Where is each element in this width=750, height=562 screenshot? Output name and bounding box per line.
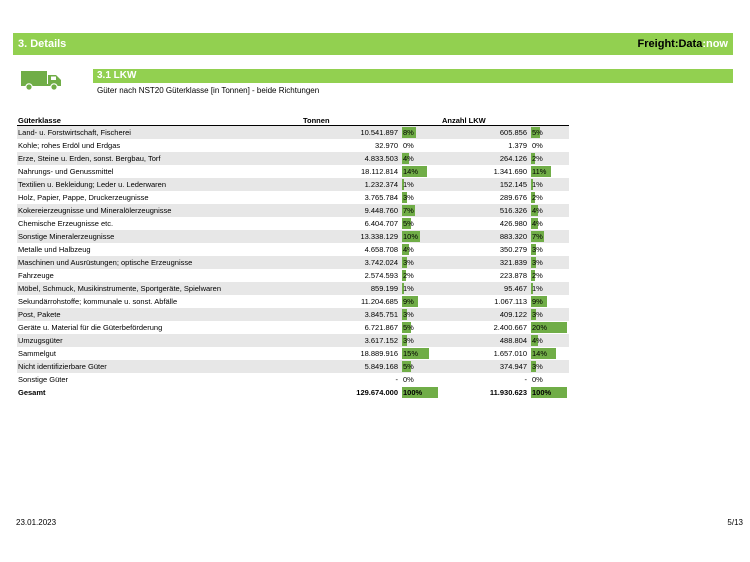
cell-gueterklasse: Gesamt <box>18 388 46 397</box>
share-label: 3% <box>532 258 543 267</box>
share-label: 4% <box>403 245 414 254</box>
cell-gueterklasse: Erze, Steine u. Erden, sonst. Bergbau, Torf <box>17 152 303 165</box>
cell-tonnen: 3.845.751 <box>303 308 402 321</box>
cell-gueterklasse: Nicht identifizierbare Güter <box>17 360 303 373</box>
cell-anzahl-lkw: 223.878 <box>499 271 527 280</box>
cell-tonnen-share <box>402 321 442 334</box>
table-row <box>17 295 569 308</box>
section-header-bar <box>13 33 733 55</box>
share-label: 2% <box>532 193 543 202</box>
share-label: 3% <box>403 258 414 267</box>
cell-anzahl-lkw: 1.379 <box>508 141 527 150</box>
table-row <box>17 334 569 347</box>
share-label: 5% <box>532 128 543 137</box>
cell-gueterklasse: Kohle; rohes Erdöl und Erdgas <box>18 141 121 150</box>
cell-anzahl-share <box>531 386 569 399</box>
cell-gueterklasse: Holz, Papier, Pappe, Druckerzeugnisse <box>18 193 149 202</box>
cell-gueterklasse: Land- u. Forstwirtschaft, Fischerei <box>17 126 303 140</box>
column-header-anzahl-share <box>531 112 569 126</box>
cell-tonnen: 1.232.374 <box>303 178 402 191</box>
share-label: 4% <box>532 336 543 345</box>
share-label: 3% <box>532 245 543 254</box>
cell-tonnen: 13.338.129 <box>303 230 402 243</box>
column-header-gueterklasse: Güterklasse <box>17 112 303 126</box>
cell-tonnen: 3.617.152 <box>303 334 402 347</box>
cell-anzahl-lkw: 883.320 <box>442 230 531 243</box>
cell-anzahl-share <box>531 165 569 178</box>
cell-gueterklasse: Sekundärrohstoffe; kommunale u. sonst. Abfälle <box>18 297 178 306</box>
share-label: 7% <box>403 206 414 215</box>
cell-anzahl-lkw: 1.657.010 <box>493 349 527 358</box>
share-label: 5% <box>403 362 414 371</box>
cell-tonnen: 9.448.760 <box>303 204 402 217</box>
cell-tonnen-share <box>402 269 442 282</box>
cell-gueterklasse: Post, Pakete <box>17 308 303 321</box>
cell-gueterklasse: Sonstige Güter <box>18 375 69 384</box>
table-row <box>17 373 569 386</box>
brand-logo-part2: :now <box>702 38 728 50</box>
cell-anzahl-share <box>531 269 569 282</box>
share-label: 4% <box>532 206 543 215</box>
share-label: 20% <box>532 323 548 332</box>
table-row <box>17 217 569 230</box>
share-label: 3% <box>532 310 543 319</box>
share-label: 1% <box>403 284 414 293</box>
cell-tonnen-share <box>402 360 442 373</box>
table-row <box>17 126 569 140</box>
cell-tonnen-share <box>402 308 442 321</box>
cell-gueterklasse: Fahrzeuge <box>18 271 54 280</box>
cell-tonnen-share <box>402 204 442 217</box>
cell-anzahl-lkw: 374.947 <box>442 360 531 373</box>
table-row <box>17 204 569 217</box>
share-label: 100% <box>532 388 552 397</box>
cell-tonnen: 10.541.897 <box>303 126 402 140</box>
share-label: 14% <box>403 167 419 176</box>
share-label: 11% <box>532 167 547 176</box>
cell-tonnen: 4.658.708 <box>364 245 398 254</box>
cell-anzahl-share <box>531 360 569 373</box>
cell-tonnen-share <box>402 373 442 386</box>
share-label: 2% <box>532 154 543 163</box>
cell-gueterklasse: Kokereierzeugnisse und Mineralölerzeugnisse <box>17 204 303 217</box>
cell-tonnen: 4.833.503 <box>303 152 402 165</box>
cell-anzahl-share <box>531 204 569 217</box>
cell-tonnen-share <box>402 126 442 140</box>
cell-gueterklasse: Geräte u. Material für die Güterbeförderung <box>18 323 163 332</box>
share-label: 8% <box>403 128 414 137</box>
table-row <box>17 243 569 256</box>
cell-anzahl-share <box>531 217 569 230</box>
share-label: 10% <box>403 232 419 241</box>
share-label: 2% <box>403 271 414 280</box>
cell-tonnen-share <box>402 152 442 165</box>
cell-anzahl-share <box>531 334 569 347</box>
cell-anzahl-lkw: 2.400.667 <box>493 323 527 332</box>
cell-tonnen-share <box>402 386 442 399</box>
cell-tonnen-share <box>402 139 442 152</box>
cell-anzahl-lkw: 95.467 <box>442 282 531 295</box>
cell-tonnen: 18.889.916 <box>360 349 398 358</box>
cell-gueterklasse: Möbel, Schmuck, Musikinstrumente, Sportgeräte, Spielwaren <box>17 282 303 295</box>
goods-table <box>17 112 569 399</box>
cell-gueterklasse: Nahrungs- und Genussmittel <box>18 167 114 176</box>
cell-anzahl-share <box>531 308 569 321</box>
cell-gueterklasse: Sonstige Mineralerzeugnisse <box>17 230 303 243</box>
cell-anzahl-lkw: 152.145 <box>442 178 531 191</box>
table-row <box>17 165 569 178</box>
cell-anzahl-share <box>531 282 569 295</box>
table-row <box>17 347 569 360</box>
cell-tonnen-share <box>402 230 442 243</box>
share-label: 7% <box>532 232 543 241</box>
cell-tonnen-share <box>402 165 442 178</box>
share-label: 14% <box>532 349 548 358</box>
cell-tonnen: 129.674.000 <box>356 388 398 397</box>
share-label: 0% <box>403 375 414 384</box>
cell-tonnen-share <box>402 178 442 191</box>
table-row <box>17 269 569 282</box>
subsection-subtitle: Güter nach NST20 Güterklasse [in Tonnen] - beide Richtungen <box>97 86 320 95</box>
column-header-tonnen-share <box>402 112 442 126</box>
subsection-header-bar <box>93 69 733 83</box>
footer-date: 23.01.2023 <box>16 518 57 527</box>
share-label: 1% <box>403 180 414 189</box>
cell-tonnen: 859.199 <box>303 282 402 295</box>
cell-anzahl-share <box>531 321 569 334</box>
section-header-title: 3. Details <box>18 38 67 50</box>
table-row <box>17 321 569 334</box>
cell-anzahl-share <box>531 152 569 165</box>
cell-anzahl-share <box>531 178 569 191</box>
table-row <box>17 308 569 321</box>
column-header-anzahl-lkw: Anzahl LKW <box>442 112 531 126</box>
table-row <box>17 178 569 191</box>
cell-tonnen: 3.742.024 <box>303 256 402 269</box>
cell-gueterklasse: Umzugsgüter <box>17 334 303 347</box>
cell-tonnen-share <box>402 256 442 269</box>
share-label: 9% <box>403 297 414 306</box>
cell-anzahl-lkw: 289.676 <box>499 193 527 202</box>
cell-anzahl-lkw: - <box>524 375 527 384</box>
share-label: 2% <box>532 271 543 280</box>
cell-tonnen-share <box>402 243 442 256</box>
cell-gueterklasse: Sammelgut <box>18 349 56 358</box>
share-label: 3% <box>403 193 414 202</box>
cell-anzahl-share <box>531 295 569 308</box>
cell-anzahl-lkw: 488.804 <box>442 334 531 347</box>
share-label: 0% <box>532 375 543 384</box>
share-label: 5% <box>403 323 414 332</box>
cell-anzahl-share <box>531 191 569 204</box>
cell-anzahl-lkw: 321.839 <box>442 256 531 269</box>
column-header-tonnen: Tonnen <box>303 112 402 126</box>
table-total-row <box>17 386 569 399</box>
share-label: 3% <box>403 310 414 319</box>
cell-anzahl-share <box>531 243 569 256</box>
share-label: 100% <box>403 388 423 397</box>
share-label: 5% <box>403 219 414 228</box>
cell-tonnen: - <box>395 375 398 384</box>
cell-tonnen: 32.970 <box>375 141 398 150</box>
cell-tonnen: 18.112.814 <box>361 167 398 176</box>
cell-anzahl-share <box>531 126 569 140</box>
cell-tonnen: 6.404.707 <box>364 219 398 228</box>
truck-icon <box>21 69 63 91</box>
cell-tonnen: 11.204.685 <box>361 297 398 306</box>
cell-gueterklasse: Maschinen und Ausrüstungen; optische Erzeugnisse <box>17 256 303 269</box>
table-row <box>17 230 569 243</box>
table-row <box>17 256 569 269</box>
cell-gueterklasse: Metalle und Halbzeug <box>18 245 91 254</box>
table-row <box>17 360 569 373</box>
cell-anzahl-lkw: 1.067.113 <box>494 297 527 306</box>
cell-tonnen-share <box>402 217 442 230</box>
share-label: 9% <box>532 297 543 306</box>
cell-anzahl-lkw: 409.122 <box>442 308 531 321</box>
table-row <box>17 191 569 204</box>
share-label: 0% <box>403 141 414 150</box>
table-row <box>17 139 569 152</box>
cell-anzahl-share <box>531 347 569 360</box>
cell-tonnen: 5.849.168 <box>303 360 402 373</box>
cell-gueterklasse: Chemische Erzeugnisse etc. <box>18 219 114 228</box>
cell-anzahl-lkw: 264.126 <box>442 152 531 165</box>
share-label: 1% <box>532 284 543 293</box>
share-label: 3% <box>403 336 414 345</box>
subsection-title: 3.1 LKW <box>97 70 137 81</box>
cell-tonnen-share <box>402 347 442 360</box>
cell-tonnen: 6.721.867 <box>364 323 398 332</box>
table-header-row <box>17 112 569 126</box>
share-label: 4% <box>403 154 414 163</box>
cell-tonnen-share <box>402 191 442 204</box>
share-label: 0% <box>532 141 543 150</box>
cell-anzahl-lkw: 605.856 <box>442 126 531 140</box>
cell-anzahl-share <box>531 230 569 243</box>
cell-tonnen: 2.574.593 <box>364 271 398 280</box>
cell-anzahl-share <box>531 373 569 386</box>
cell-anzahl-lkw: 1.341.690 <box>493 167 527 176</box>
page-number: 5/13 <box>727 518 743 527</box>
table-row <box>17 152 569 165</box>
cell-tonnen: 3.765.784 <box>364 193 398 202</box>
cell-anzahl-lkw: 516.326 <box>442 204 531 217</box>
share-label: 1% <box>532 180 543 189</box>
cell-anzahl-lkw: 426.980 <box>499 219 527 228</box>
share-label: 15% <box>403 349 419 358</box>
cell-tonnen-share <box>402 334 442 347</box>
share-label: 3% <box>532 362 543 371</box>
cell-anzahl-share <box>531 139 569 152</box>
cell-anzahl-share <box>531 256 569 269</box>
cell-gueterklasse: Textilien u. Bekleidung; Leder u. Lederwaren <box>17 178 303 191</box>
cell-anzahl-lkw: 11.930.623 <box>489 388 527 397</box>
cell-tonnen-share <box>402 295 442 308</box>
cell-tonnen-share <box>402 282 442 295</box>
cell-anzahl-lkw: 350.279 <box>499 245 527 254</box>
brand-logo-part1: Freight:Data <box>637 38 703 50</box>
share-label: 4% <box>532 219 543 228</box>
brand-logo <box>638 38 728 50</box>
table-row <box>17 282 569 295</box>
